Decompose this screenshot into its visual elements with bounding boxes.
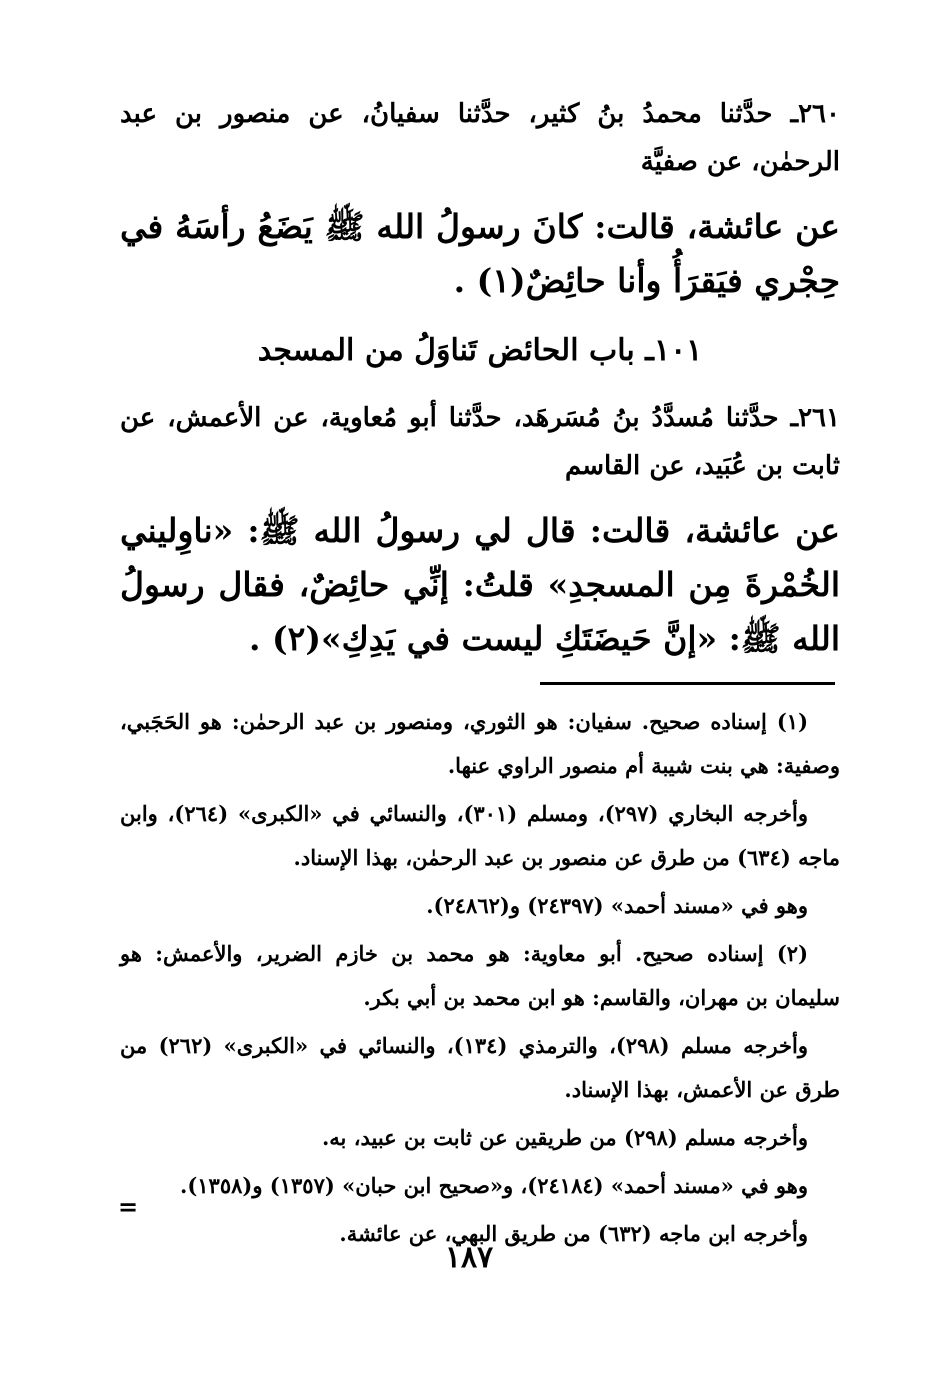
main-text <box>120 90 840 684</box>
footnote-2: (٢) إسناده صحيح. أبو معاوية: هو محمد بن خازم الضرير، والأعمش: هو سليمان بن مهران، والقاسم: هو ابن محمد بن أبي بكر. <box>120 941 840 1010</box>
continuation-mark: = <box>118 1192 139 1221</box>
footnote-2-ibn-majah: وأخرجه ابن ماجه (٦٣٢) من طريق البهي، عن عائشة. <box>339 1221 808 1246</box>
footnote-2-musnad: وهو في «مسند أحمد» (٢٤١٨٤)، و«صحيح ابن حبان» (١٣٥٧) و(١٣٥٨). <box>180 1173 808 1198</box>
page-number: ١٨٧ <box>444 1240 494 1275</box>
hadith-260-matn: عن عائشة، قالت: كانَ رسولُ الله ﷺ يَضَعُ رأسَهُ في حِجْري فيَقرَأُ وأنا حائِضٌ(١) . <box>120 207 840 300</box>
footnotes <box>120 700 840 1260</box>
hadith-261-matn: عن عائشة، قالت: قال لي رسولُ الله ﷺ: «ناوِليني الخُمْرةَ مِن المسجدِ» قلتُ: إنِّي حائِضٌ، فقال رسولُ الله ﷺ: «إنَّ حَيضَتَكِ ليست في يَدِكِ»(٢) . <box>120 511 840 658</box>
chapter-heading: ١٠١ـ باب الحائض تَناوَلُ من المسجد <box>257 333 703 368</box>
hadith-260-chain: ٢٦٠ـ حدَّثنا محمدُ بنُ كثير، حدَّثنا سفيانُ، عن منصور بن عبد الرحمٰن، عن صفيَّة <box>120 99 840 177</box>
footnote-1: (١) إسناده صحيح. سفيان: هو الثوري، ومنصور بن عبد الرحمٰن: هو الحَجَبي، وصفية: هي بنت شيبة أم منصور الراوي عنها. <box>120 709 840 778</box>
footnote-1-takhrij: وأخرجه البخاري (٢٩٧)، ومسلم (٣٠١)، والنسائي في «الكبرى» (٢٦٤)، وابن ماجه (٦٣٤) من طرق عن منصور بن عبد الرحمٰن، بهذا الإسناد. <box>120 801 840 870</box>
footnote-2-takhrij: وأخرجه مسلم (٢٩٨)، والترمذي (١٣٤)، والنسائي في «الكبرى» (٢٦٢) من طرق عن الأعمش، بهذا الإسناد. <box>120 1033 840 1102</box>
footnote-1-musnad: وهو في «مسند أحمد» (٢٤٣٩٧) و(٢٤٨٦٢). <box>426 893 808 918</box>
footnote-2-muslim: وأخرجه مسلم (٢٩٨) من طريقين عن ثابت بن عبيد، به. <box>321 1125 808 1150</box>
hadith-261-chain: ٢٦١ـ حدَّثنا مُسدَّدُ بنُ مُسَرهَد، حدَّثنا أبو مُعاوية، عن الأعمش، عن ثابت بن عُبَيد، عن القاسم <box>120 403 840 481</box>
footnote-divider <box>540 682 835 685</box>
